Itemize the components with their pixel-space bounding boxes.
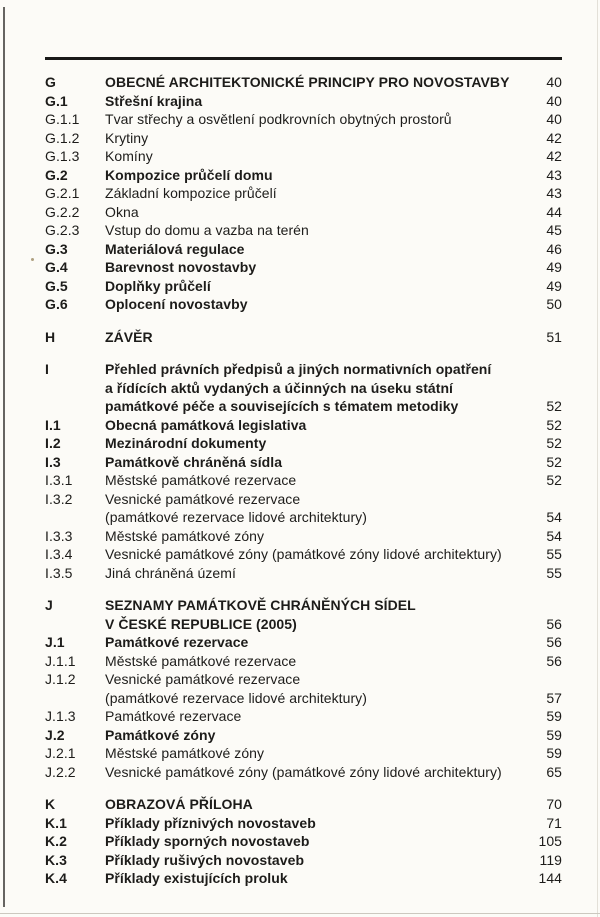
toc-list: [45, 73, 562, 888]
toc-entry-title: [105, 652, 536, 671]
toc-entry-title: [105, 832, 536, 851]
toc-entry: [45, 184, 562, 203]
toc-entry-number: K.1: [45, 814, 67, 831]
toc-entry-page: 52: [546, 453, 562, 470]
toc-entry-title: [105, 184, 536, 203]
toc-entry: [45, 92, 562, 111]
toc-entry-title: [105, 295, 536, 314]
scan-artifact-dot: [31, 258, 34, 261]
toc-entry-title: [105, 596, 536, 633]
toc-entry-title-line: Komíny: [105, 148, 153, 164]
toc-entry-number: J.2.2: [45, 763, 76, 780]
toc-entry-title: [105, 277, 536, 296]
toc-entry-page: 65: [546, 763, 562, 780]
toc-entry-title: [105, 763, 536, 782]
toc-entry-title-line: Mezinárodní dokumenty: [105, 435, 267, 451]
toc-entry: [45, 221, 562, 240]
toc-entry-title: [105, 258, 536, 277]
toc-entry-title: [105, 147, 536, 166]
toc-entry: [45, 453, 562, 472]
toc-entry: [45, 744, 562, 763]
toc-group: [45, 73, 562, 314]
toc-entry-title: [105, 527, 536, 546]
toc-entry-title-line: Materiálová regulace: [105, 240, 245, 257]
toc-entry-number: G.5: [45, 277, 68, 294]
toc-entry-title-line: Okna: [105, 203, 139, 220]
toc-entry-title-line: Krytiny: [105, 129, 149, 146]
toc-entry-number: I.3: [45, 453, 61, 470]
toc-entry: [45, 707, 562, 726]
toc-entry-page: 56: [546, 634, 562, 650]
toc-entry-title-line: OBECNÉ ARCHITEKTONICKÉ PRINCIPY PRO NOVOSTAVBY: [105, 74, 510, 90]
toc-entry-page: 50: [546, 296, 562, 312]
toc-entry-title-line: Příklady existujících proluk: [105, 870, 288, 886]
toc-entry: [45, 596, 562, 633]
toc-entry-page: 54: [546, 509, 562, 525]
toc-entry: [45, 240, 562, 259]
toc-entry: [45, 527, 562, 546]
toc-entry-title-line: Vstup do domu a vazba na terén: [105, 222, 309, 238]
toc-entry-title: [105, 869, 536, 888]
toc-entry-title-line: (památkové rezervace lidové architektury): [105, 509, 367, 525]
toc-entry-page: 52: [546, 435, 562, 451]
toc-entry-title: [105, 744, 536, 763]
toc-entry-title-line: Památkově chráněná sídla: [105, 453, 283, 470]
toc-entry-title-line: Městské památkové rezervace: [105, 652, 297, 669]
toc-entry-title: [105, 73, 536, 92]
toc-entry-title-line: Památkové rezervace: [105, 708, 242, 724]
toc-entry-page: 70: [546, 796, 562, 812]
toc-entry-title-line: Jiná chráněná území: [105, 564, 236, 581]
toc-entry: [45, 795, 562, 814]
toc-group: [45, 795, 562, 888]
toc-entry: [45, 633, 562, 652]
toc-entry-page: 59: [546, 726, 562, 743]
toc-entry: [45, 726, 562, 745]
toc-entry-page: 54: [546, 527, 562, 544]
toc-entry-title: [105, 221, 536, 240]
toc-entry-number: I.2: [45, 435, 61, 451]
toc-entry-title: [105, 795, 536, 814]
toc-entry-title-line: Vesnické památkové rezervace: [105, 671, 301, 687]
scan-edge-bottom: [0, 913, 600, 914]
toc-entry-number: I.3.5: [45, 564, 73, 581]
toc-entry: [45, 277, 562, 296]
toc-entry-page: 144: [538, 870, 562, 886]
toc-entry: [45, 490, 562, 527]
toc-entry-title: [105, 434, 536, 453]
toc-entry-page: 59: [546, 708, 562, 724]
toc-entry-page: 71: [546, 814, 562, 831]
toc-entry-number: K.4: [45, 870, 67, 886]
toc-entry-title-line: OBRAZOVÁ PŘÍLOHA: [105, 796, 253, 812]
toc-entry-number: J.2: [45, 726, 65, 743]
toc-entry-number: G: [45, 74, 56, 90]
toc-entry-page: 56: [546, 652, 562, 669]
toc-entry-number: G.1.2: [45, 129, 80, 146]
toc-entry-number: K.2: [45, 833, 67, 849]
toc-entry-number: K: [45, 796, 56, 812]
toc-content: [45, 57, 562, 888]
toc-entry-page: 42: [546, 129, 562, 146]
toc-entry-number: J.1.3: [45, 708, 76, 724]
toc-entry-title: [105, 92, 536, 111]
toc-entry-title-line: Obecná památková legislativa: [105, 416, 307, 433]
toc-entry-title-line: Barevnost novostavby: [105, 259, 257, 275]
toc-entry-page: 40: [546, 111, 562, 127]
toc-entry-title-line: ZÁVĚR: [105, 328, 153, 345]
toc-entry-title-line: Střešní krajina: [105, 92, 203, 109]
toc-entry-number: G.2: [45, 166, 68, 183]
toc-entry-title-line: Doplňky průčelí: [105, 277, 211, 294]
toc-entry-title: [105, 240, 536, 259]
toc-entry-page: 52: [546, 472, 562, 488]
toc-entry-title: [105, 545, 536, 564]
toc-entry-title: [105, 490, 536, 527]
scan-edge-right: [597, 0, 598, 917]
toc-entry-number: I: [45, 361, 49, 377]
toc-entry: [45, 851, 562, 870]
toc-entry-number: K.3: [45, 851, 67, 868]
toc-entry-title-line: Vesnické památkové rezervace: [105, 490, 301, 507]
toc-entry-title-line: Městské památkové rezervace: [105, 472, 297, 488]
toc-entry: [45, 203, 562, 222]
toc-entry-title-line: Vesnické památkové zóny (památkové zóny lidové architektury): [105, 763, 502, 780]
toc-entry-title-line: Základní kompozice průčelí: [105, 185, 277, 201]
toc-entry-number: J.2.1: [45, 745, 76, 761]
toc-entry-title-line: Příklady sporných novostaveb: [105, 833, 310, 849]
toc-entry-title-line: Kompozice průčelí domu: [105, 166, 273, 183]
toc-entry-page: 51: [546, 328, 562, 345]
toc-entry-number: H: [45, 328, 56, 345]
toc-entry-number: J.1.1: [45, 652, 76, 669]
toc-entry-number: G.2.1: [45, 185, 80, 201]
toc-entry: [45, 73, 562, 92]
toc-entry-number: I.1: [45, 416, 61, 433]
toc-entry-title: [105, 416, 536, 435]
toc-entry-number: G.3: [45, 240, 68, 257]
toc-entry-page: 56: [546, 615, 562, 632]
toc-entry-title-line: Tvar střechy a osvětlení podkrovních obytných prostorů: [105, 111, 452, 127]
toc-entry-page: 40: [546, 74, 562, 90]
toc-entry-page: 49: [546, 277, 562, 294]
toc-entry-page: 57: [546, 689, 562, 706]
toc-entry-title-line: Příklady příznivých novostaveb: [105, 814, 316, 831]
toc-entry-title: [105, 453, 536, 472]
toc-entry-title-line: památkové péče a souvisejících s tématem metodiky: [105, 398, 459, 414]
toc-entry-page: 119: [539, 851, 562, 868]
toc-entry-title: [105, 360, 536, 416]
toc-entry-title: [105, 203, 536, 222]
scan-edge-left: [3, 7, 5, 907]
toc-entry: [45, 416, 562, 435]
toc-entry-title: [105, 564, 536, 583]
toc-entry-page: 55: [546, 564, 562, 581]
toc-entry-title-line: Památkové rezervace: [105, 634, 249, 650]
toc-entry-title: [105, 328, 536, 347]
toc-entry-title: [105, 471, 536, 490]
toc-entry-page: 44: [546, 203, 562, 220]
toc-entry-number: G.2.2: [45, 203, 80, 220]
toc-entry-title-line: SEZNAMY PAMÁTKOVĚ CHRÁNĚNÝCH SÍDEL: [105, 597, 416, 613]
toc-entry: [45, 652, 562, 671]
toc-entry: [45, 814, 562, 833]
toc-entry-page: 55: [546, 546, 562, 562]
toc-entry-title-line: a řídících aktů vydaných a účinných na úseku státní: [105, 379, 453, 396]
toc-entry-title-line: Městské památkové zóny: [105, 745, 265, 761]
toc-top-rule: [45, 57, 562, 60]
toc-entry-title-line: (památkové rezervace lidové architektury): [105, 689, 367, 706]
toc-entry: [45, 434, 562, 453]
toc-entry-title-line: Vesnické památkové zóny (památkové zóny lidové architektury): [105, 546, 502, 562]
toc-entry: [45, 110, 562, 129]
toc-entry: [45, 670, 562, 707]
toc-entry-title-line: Přehled právních předpisů a jiných normativních opatření: [105, 361, 492, 377]
toc-entry: [45, 129, 562, 148]
toc-entry-number: G.2.3: [45, 222, 80, 238]
toc-entry: [45, 471, 562, 490]
toc-entry-page: 52: [546, 398, 562, 414]
toc-entry-title-line: Památkové zóny: [105, 726, 216, 743]
toc-entry-title-line: V ČESKÉ REPUBLICE (2005): [105, 615, 297, 632]
toc-group: [45, 328, 562, 347]
toc-entry-number: J: [45, 597, 53, 613]
toc-entry-page: 43: [546, 185, 562, 201]
toc-entry-title: [105, 166, 536, 185]
toc-entry-page: 43: [546, 166, 562, 183]
toc-entry-title: [105, 707, 536, 726]
toc-entry: [45, 869, 562, 888]
toc-entry-page: 40: [546, 92, 562, 109]
toc-entry: [45, 328, 562, 347]
toc-entry-number: G.1: [45, 92, 68, 109]
toc-entry: [45, 763, 562, 782]
toc-entry: [45, 545, 562, 564]
toc-entry: [45, 832, 562, 851]
toc-entry-number: I.3.4: [45, 546, 73, 562]
toc-group: [45, 596, 562, 781]
toc-entry-title-line: Oplocení novostavby: [105, 296, 248, 312]
toc-entry-page: 46: [546, 240, 562, 257]
toc-entry-title: [105, 814, 536, 833]
toc-entry-page: 52: [546, 416, 562, 433]
toc-entry-title-line: Městské památkové zóny: [105, 527, 265, 544]
toc-entry-page: 105: [538, 833, 562, 849]
toc-entry-page: 59: [546, 745, 562, 761]
toc-entry-title: [105, 726, 536, 745]
toc-entry: [45, 166, 562, 185]
toc-entry-number: J.1.2: [45, 671, 76, 687]
toc-entry-number: G.4: [45, 259, 68, 275]
toc-entry: [45, 360, 562, 416]
toc-entry-page: 45: [546, 222, 562, 238]
toc-entry: [45, 295, 562, 314]
toc-group: [45, 360, 562, 582]
toc-entry-title: [105, 633, 536, 652]
toc-entry-number: J.1: [45, 634, 65, 650]
toc-entry-title: [105, 129, 536, 148]
toc-entry: [45, 258, 562, 277]
toc-entry: [45, 147, 562, 166]
toc-entry-title: [105, 110, 536, 129]
toc-entry-number: G.1.3: [45, 148, 80, 164]
toc-entry-title-line: Příklady rušivých novostaveb: [105, 851, 305, 868]
toc-entry: [45, 564, 562, 583]
toc-entry-page: 49: [546, 259, 562, 275]
toc-entry-number: I.3.3: [45, 527, 73, 544]
toc-entry-number: G.1.1: [45, 111, 80, 127]
toc-entry-number: I.3.2: [45, 490, 73, 507]
toc-entry-number: I.3.1: [45, 472, 73, 488]
toc-entry-page: 42: [546, 148, 562, 164]
toc-entry-title: [105, 670, 536, 707]
toc-entry-title: [105, 851, 536, 870]
toc-entry-number: G.6: [45, 296, 68, 312]
